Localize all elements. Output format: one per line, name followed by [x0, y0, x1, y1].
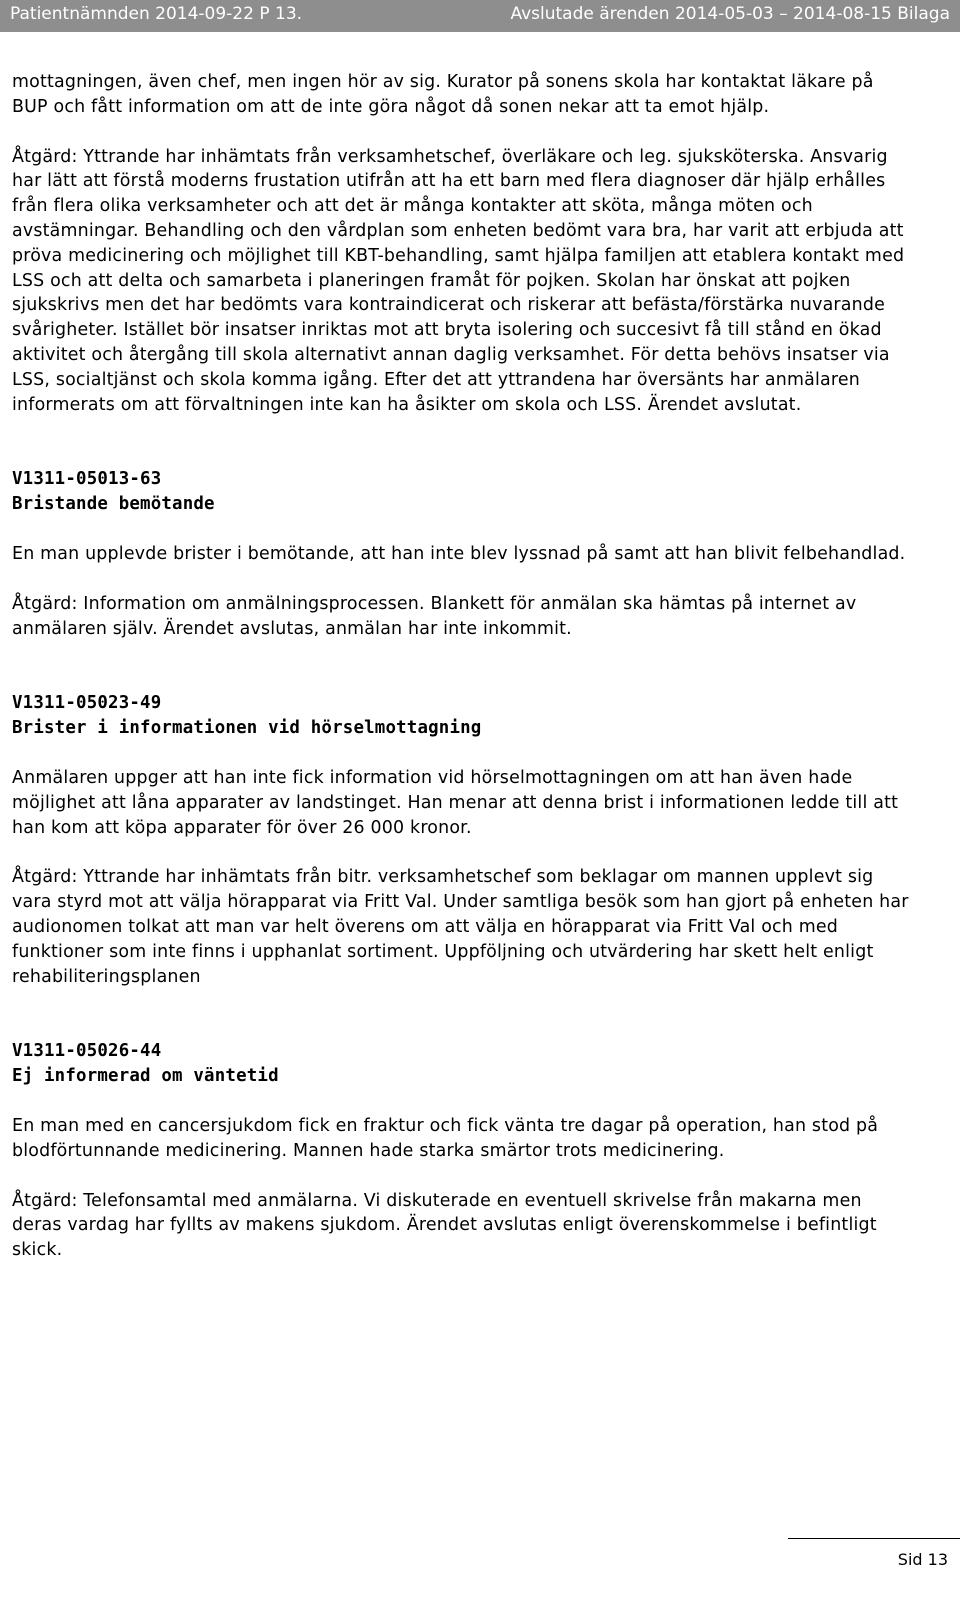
case-section	[12, 467, 912, 641]
page-number: Sid 13	[897, 1550, 948, 1569]
case-id: V1311-05023-49	[12, 693, 162, 714]
case-action: Åtgärd: Information om anmälningsprocessen. Blankett för anmälan ska hämtas på internet av anmälaren själv. Ärendet avslutas, anmälan har inte inkommit.	[12, 593, 857, 639]
page-header	[0, 0, 960, 32]
case-description: Anmälaren uppger att han inte fick information vid hörselmottagningen om att han även hade möjlighet att låna apparater av landstinget. Han menar att denna brist i informationen ledde till att han kom att köpa apparater för över 26 000 kronor.	[12, 767, 899, 838]
footer-divider	[788, 1538, 960, 1539]
case-description: En man med en cancersjukdom fick en fraktur och fick vänta tre dagar på operation, han stod på blodförtunnande medicinering. Mannen hade starka smärtor trots medicinering.	[12, 1115, 879, 1161]
case-description: En man upplevde brister i bemötande, att han inte blev lyssnad på samt att han blivit felbehandlad.	[12, 543, 906, 564]
case-section	[12, 691, 912, 989]
case-title: Ej informerad om väntetid	[12, 1066, 279, 1087]
intro-paragraph: mottagningen, även chef, men ingen hör av sig. Kurator på sonens skola har kontaktat läkare på BUP och fått information om att de inte göra något då sonen nekar att ta emot hjälp.	[12, 72, 874, 117]
case-title: Bristande bemötande	[12, 494, 215, 515]
case-title: Brister i informationen vid hörselmottagning	[12, 718, 482, 739]
case-id: V1311-05013-63	[12, 469, 162, 490]
case-section	[12, 1039, 912, 1263]
intro-action-paragraph: Åtgärd: Yttrande har inhämtats från verksamhetschef, överläkare och leg. sjuksköterska. Ansvarig har lätt att förstå moderns frustation utifrån att ha ett barn med flera diagnoser där hjälp erhålles från flera olika verksamheter och att det är många kontakter att sköta, många möten och avstämningar. Behandling och den vårdplan som enheten bedömt vara bra, har varit att erbjuda att pröva medicinering och möjlighet till KBT-behandling, samt hjälpa familjen att etablera kontakt med LSS och att delta och samarbeta i planeringen framåt för pojken. Skolan har önskat att pojken sjukskrivs men det har bedömts vara kontraindicerat och riskerar att befästa/förstärka nuvarande svårigheter. Istället bör insatser inriktas mot att bryta isolering och succesivt få till stånd en ökad aktivitet och återgång till skola alternativt annan daglig verksamhet. För detta behövs insatser via LSS, socialtjänst och skola komma igång. Efter det att yttrandena har översänts har anmälaren informerats om att förvaltningen inte kan ha åsikter om skola och LSS. Ärendet avslutat.	[12, 146, 905, 415]
document-body	[12, 70, 912, 1288]
case-id: V1311-05026-44	[12, 1041, 162, 1062]
case-action: Åtgärd: Telefonsamtal med anmälarna. Vi diskuterade en eventuell skrivelse från makarna men deras vardag har fyllts av makens sjukdom. Ärendet avslutas enligt överenskommelse i befintligt skick.	[12, 1190, 877, 1261]
header-right-text: Avslutade ärenden 2014-05-03 – 2014-08-15 Bilaga	[510, 4, 950, 24]
case-action: Åtgärd: Yttrande har inhämtats från bitr. verksamhetschef som beklagar om mannen upplevt sig vara styrd mot att välja hörapparat via Fritt Val. Under samtliga besök som han gjort på enheten har audionomen tolkat att man var helt överens om att välja en hörapparat via Fritt Val och med funktioner som inte finns i upphanlat sortiment. Uppföljning och utvärdering har skett helt enligt rehabiliteringsplanen	[12, 867, 909, 987]
header-left-text: Patientnämnden 2014-09-22 P 13.	[10, 4, 303, 24]
